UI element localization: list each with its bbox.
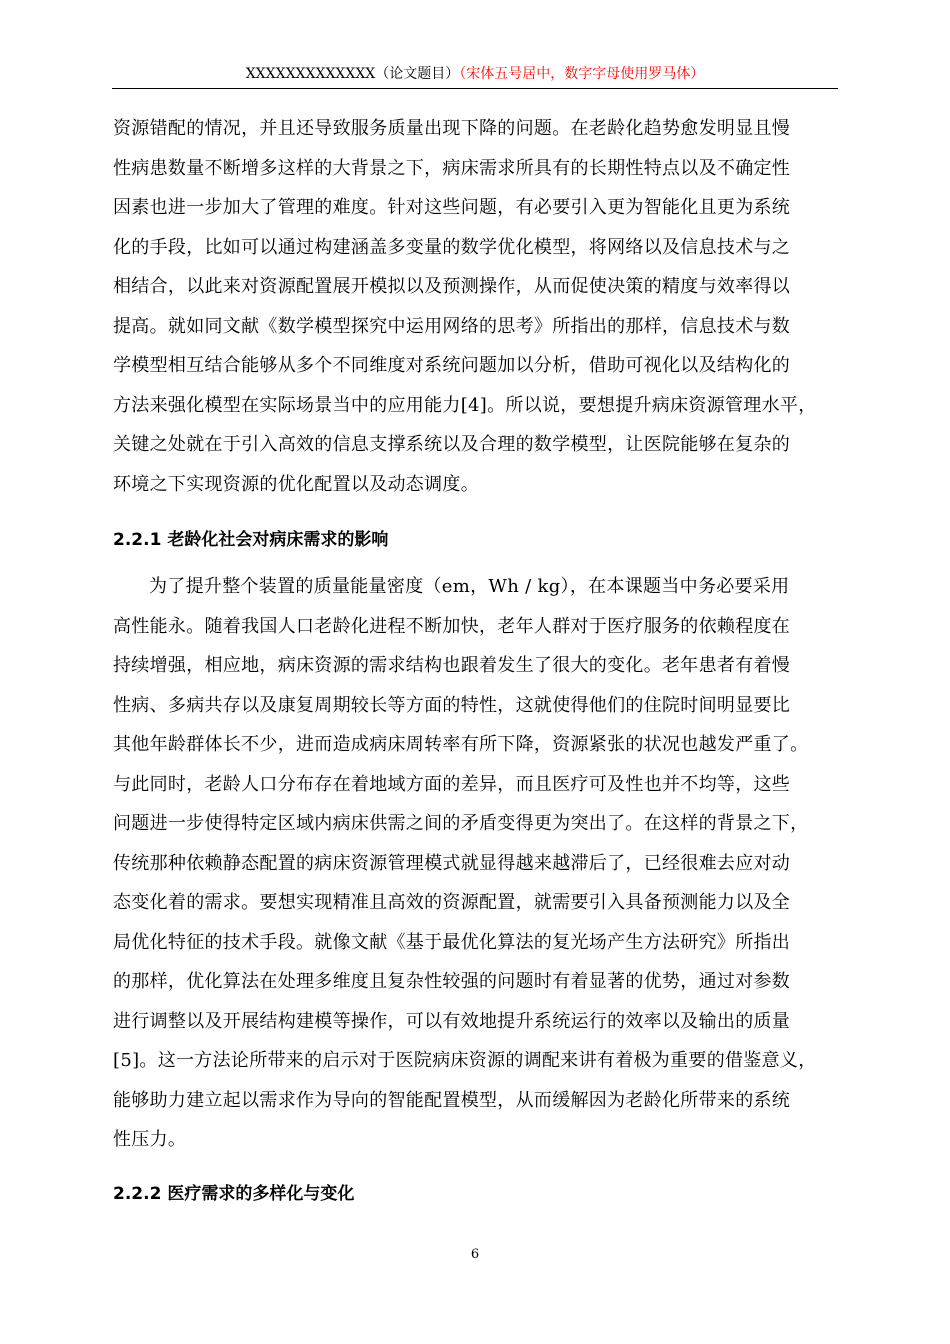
text-line: 学模型相互结合能够从多个不同维度对系统问题加以分析，借助可视化以及结构化的 [113, 355, 791, 376]
text-line: 为了提升整个装置的质量能量密度（em，Wh / kg），在本课题当中务必要采用 [149, 576, 790, 597]
text-line: 关键之处就在于引入高效的信息支撑系统以及合理的数学模型，让医院能够在复杂的 [113, 434, 791, 455]
running-header [112, 60, 838, 88]
text-line: 提高。就如同文献《数学模型探究中运用网络的思考》所指出的那样，信息技术与数 [113, 315, 791, 337]
page-body [113, 109, 833, 1206]
section-heading-2-2-1: 2.2.1 老龄化社会对病床需求的影响 [113, 530, 389, 550]
text-line: 高性能永。随着我国人口老龄化进程不断加快，老年人群对于医疗服务的依赖程度在 [113, 615, 791, 637]
text-line: 持续增强，相应地，病床资源的需求结构也跟着发生了很大的变化。老年患者有着慢 [113, 655, 791, 676]
text-line: 态变化着的需求。要想实现精准且高效的资源配置，就需要引入具备预测能力以及全 [113, 892, 791, 913]
text-line: 传统那种依赖静态配置的病床资源管理模式就显得越来越滞后了，已经很难去应对动 [113, 852, 791, 874]
text-line: 性病、多病共存以及康复周期较长等方面的特性，这就使得他们的住院时间明显要比 [113, 694, 791, 716]
paragraph-aging-demand [113, 567, 833, 1160]
text-line: 化的手段，比如可以通过构建涵盖多变量的数学优化模型，将网络以及信息技术与之 [113, 236, 791, 258]
text-line: 问题进一步使得特定区域内病床供需之间的矛盾变得更为突出了。在这样的背景之下， [113, 813, 809, 834]
text-line: 方法来强化模型在实际场景当中的应用能力[4]。所以说，要想提升病床资源管理水平， [113, 394, 817, 416]
header-title-placeholder: XXXXXXXXXXXXX（论文题目） [245, 66, 460, 82]
text-line: [5]。这一方法论所带来的启示对于医院病床资源的调配来讲有着极为重要的借鉴意义， [113, 1050, 817, 1071]
header-rule [112, 88, 838, 89]
text-line: 资源错配的情况，并且还导致服务质量出现下降的问题。在老龄化趋势愈发明显且慢 [113, 118, 791, 139]
header-format-note: （宋体五号居中，数字字母使用罗马体） [459, 66, 705, 82]
text-line: 相结合，以此来对资源配置展开模拟以及预测操作，从而促使决策的精度与效率得以 [113, 276, 791, 297]
text-line: 其他年龄群体长不少，进而造成病床周转率有所下降，资源紧张的状况也越发严重了。 [113, 734, 809, 755]
page-number: 6 [470, 1247, 480, 1262]
text-line: 因素也进一步加大了管理的难度。针对这些问题，有必要引入更为智能化且更为系统 [113, 197, 791, 218]
text-line: 与此同时，老龄人口分布存在着地域方面的差异，而且医疗可及性也并不均等，这些 [113, 773, 791, 795]
text-line: 进行调整以及开展结构建模等操作，可以有效地提升系统运行的效率以及输出的质量 [113, 1010, 791, 1032]
text-line: 的那样，优化算法在处理多维度且复杂性较强的问题时有着显著的优势，通过对参数 [113, 971, 791, 992]
text-line: 能够助力建立起以需求作为导向的智能配置模型，从而缓解因为老龄化所带来的系统 [113, 1089, 791, 1111]
text-line: 性压力。 [113, 1129, 187, 1150]
text-line: 局优化特征的技术手段。就像文献《基于最优化算法的复光场产生方法研究》所指出 [113, 931, 791, 953]
paragraph-continued [113, 109, 833, 504]
section-heading-2-2-2: 2.2.2 医疗需求的多样化与变化 [113, 1183, 355, 1204]
text-line: 环境之下实现资源的优化配置以及动态调度。 [113, 473, 479, 495]
text-line: 性病患数量不断增多这样的大背景之下，病床需求所具有的长期性特点以及不确定性 [113, 157, 791, 179]
